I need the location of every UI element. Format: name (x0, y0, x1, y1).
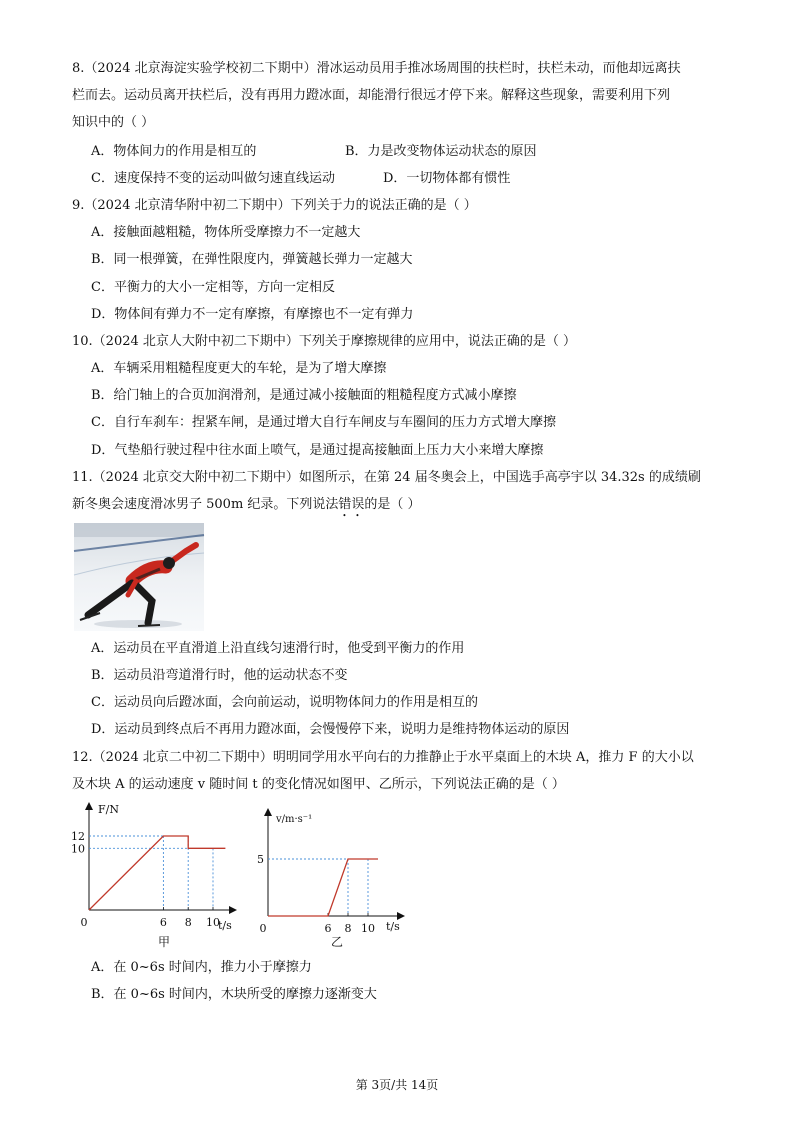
q9-option-a: A．接触面越粗糙，物体所受摩擦力不一定越大 (91, 225, 361, 240)
x-tick-label: 6 (324, 922, 332, 935)
q11-stem-line2 (72, 496, 421, 520)
q12-stem-line1: 12.（2024 北京二中初二下期中）明明同学用水平向右的力推静止于水平桌面上的木块 A，推力 F 的大小以 (72, 750, 694, 765)
q9-option-c: C．平衡力的大小一定相等，方向一定相反 (91, 280, 335, 295)
q8-stem-line3: 知识中的（ ） (72, 115, 155, 130)
q10-option-d: D．气垫船行驶过程中往水面上喷气，是通过提高接触面上压力大小来增大摩擦 (91, 443, 544, 458)
q11-emphasis-word: 错误 (338, 497, 365, 512)
page-footer: 第 3页/共 14页 (355, 1078, 439, 1092)
graph-velocity-time (258, 806, 408, 950)
q9-stem: 9.（2024 北京清华附中初二下期中）下列关于力的说法正确的是（ ） (72, 198, 477, 213)
force-curve (89, 836, 225, 910)
q10-option-c: C．自行车刹车：捏紧车闸，是通过增大自行车闸皮与车圈间的压力方式增大摩擦 (91, 415, 556, 430)
graph-title: 甲 (158, 935, 171, 949)
y-axis-label: v/m·s⁻¹ (276, 814, 313, 825)
q11-option-b: B．运动员沿弯道滑行时，他的运动状态不变 (91, 668, 348, 683)
q11-option-a: A．运动员在平直滑道上沿直线匀速滑行时，他受到平衡力的作用 (91, 641, 465, 656)
x-tick-label: 8 (344, 922, 352, 935)
x-axis-label: t/s (218, 919, 232, 932)
q10-stem: 10.（2024 北京人大附中初二下期中）下列关于摩擦规律的应用中，说法正确的是（ ） (72, 334, 577, 349)
graph-force-time (71, 800, 241, 950)
y-axis-label: F/N (98, 803, 119, 816)
x-tick-label: 6 (159, 916, 167, 929)
q8-option-a: A．物体间力的作用是相互的 (91, 144, 257, 159)
y-tick-label: 12 (71, 830, 85, 843)
x-tick-label: 10 (361, 922, 375, 935)
x-axis-label: t/s (386, 920, 400, 933)
y-tick-label: 5 (257, 853, 264, 866)
q12-option-b: B．在 0~6s 时间内，木块所受的摩擦力逐渐变大 (91, 987, 377, 1002)
q11-stem-line1: 11.（2024 北京交大附中初二下期中）如图所示，在第 24 届冬奥会上，中国选手高亭宇以 34.32s 的成绩刷 (72, 470, 701, 485)
velocity-curve (268, 859, 378, 916)
q11-stem-text: 新冬奥会速度滑冰男子 500m 纪录。下列说法 (72, 497, 339, 512)
q12-option-a: A．在 0~6s 时间内，推力小于摩擦力 (91, 960, 312, 975)
x-tick-label: 0 (80, 916, 88, 929)
q8-option-c: C．速度保持不变的运动叫做匀速直线运动 (91, 171, 335, 186)
graph-title: 乙 (331, 935, 344, 949)
x-tick-label: 10 (206, 916, 220, 929)
q9-option-d: D．物体间有弹力不一定有摩擦，有摩擦也不一定有弹力 (91, 307, 414, 322)
q8-stem-line2: 栏而去。运动员离开扶栏后，没有再用力蹬冰面，却能滑行很远才停下来。解释这些现象，需要利用下列 (72, 88, 671, 103)
q11-option-c: C．运动员向后蹬冰面，会向前运动，说明物体间力的作用是相互的 (91, 695, 478, 710)
q12-stem-line2: 及木块 A 的运动速度 v 随时间 t 的变化情况如图甲、乙所示，下列说法正确的是（ ） (72, 777, 565, 792)
y-tick-label: 10 (71, 842, 85, 856)
speed-skater-photo (74, 523, 204, 631)
x-tick-label: 0 (259, 922, 267, 935)
q10-option-b: B．给门轴上的合页加润滑剂，是通过减小接触面的粗糙程度方式减小摩擦 (91, 388, 517, 403)
x-tick-label: 8 (184, 916, 192, 929)
q11-stem-paren: 的是（ ） (364, 497, 421, 512)
q8-stem-line1: 8.（2024 北京海淀实验学校初二下期中）滑冰运动员用手推冰场周围的扶栏时，扶栏未动，而他却远离扶 (72, 61, 681, 76)
q8-option-d: D．一切物体都有惯性 (383, 171, 511, 186)
q11-option-d: D．运动员到终点后不再用力蹬冰面，会慢慢停下来，说明力是维持物体运动的原因 (91, 722, 570, 737)
q9-option-b: B．同一根弹簧，在弹性限度内，弹簧越长弹力一定越大 (91, 252, 413, 267)
q8-option-b: B．力是改变物体运动状态的原因 (345, 144, 537, 159)
q10-option-a: A．车辆采用粗糙程度更大的车轮，是为了增大摩擦 (91, 361, 387, 376)
